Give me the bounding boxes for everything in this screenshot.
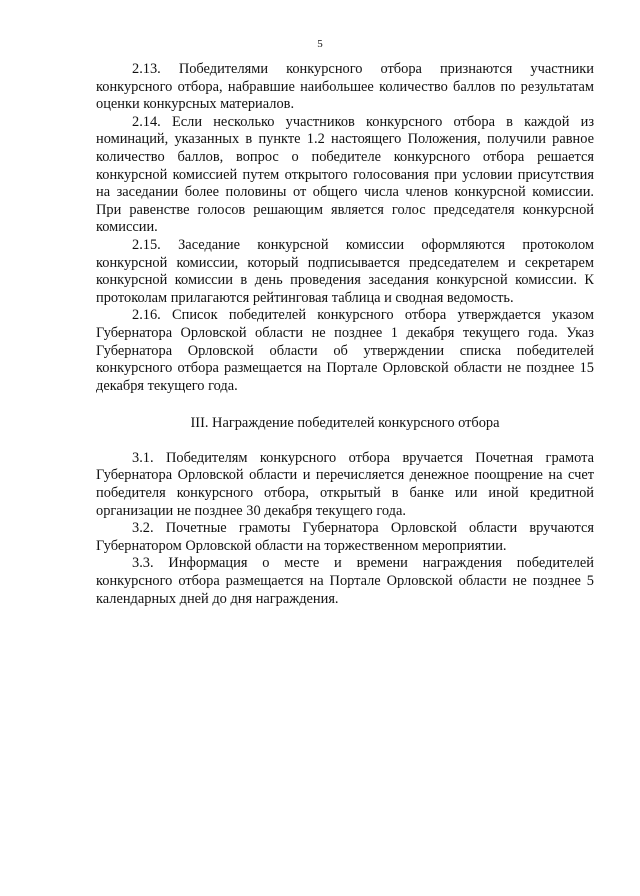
paragraph-3-1: 3.1. Победителям конкурсного отбора вручается Почетная грамота Губернатора Орловской области и перечисляется денежное поощрение на счет победителя конкурсного отбора, открытый в банке или иной кредитной организации не позднее 30 декабря текущего года.	[96, 449, 594, 519]
section-heading: III. Награждение победителей конкурсного отбора	[190, 415, 500, 432]
paragraph-2-14: 2.14. Если несколько участников конкурсного отбора в каждой из номинаций, указанных в пункте 1.2 настоящего Положения, получили равное количество баллов, вопрос о победителе конкурсного отбора решается конкурсной комиссией путем открытого голосования при условии присутствия на заседании более половины от общего числа членов конкурсной комиссии. При равенстве голосов решающим является голос председателя конкурсной комиссии.	[96, 113, 594, 236]
paragraph-3-2: 3.2. Почетные грамоты Губернатора Орловской области вручаются Губернатором Орловской области на торжественном мероприятии.	[96, 520, 594, 554]
paragraph-3-3: 3.3. Информация о месте и времени награждения победителей конкурсного отбора размещается на Портале Орловской области не позднее 5 календарных дней до дня награждения.	[96, 555, 594, 607]
paragraph-2-16: 2.16. Список победителей конкурсного отбора утверждается указом Губернатора Орловской области не позднее 1 декабря текущего года. Указ Губернатора Орловской области об утверждении списка победителей конкурсного отбора размещается на Портале Орловской области не позднее 15 декабря текущего года.	[96, 307, 594, 394]
document-body	[96, 61, 594, 608]
paragraph-2-15: 2.15. Заседание конкурсной комиссии оформляются протоколом конкурсной комиссии, который подписывается председателем и секретарем конкурсной комиссии в день проведения заседания конкурсной комиссии. К протоколам прилагаются рейтинговая таблица и сводная ведомость.	[96, 236, 594, 306]
page-number: 5	[317, 38, 323, 50]
paragraph-2-13: 2.13. Победителями конкурсного отбора признаются участники конкурсного отбора, набравшие наибольшее количество баллов по результатам оценки конкурсных материалов.	[96, 61, 594, 113]
